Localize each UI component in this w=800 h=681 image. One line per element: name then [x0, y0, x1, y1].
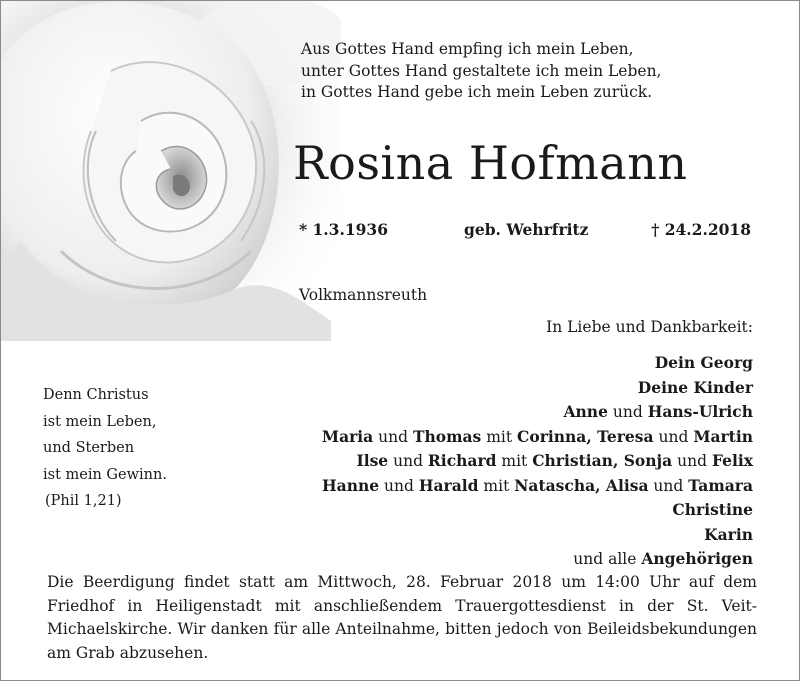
- mourner-line: [322, 547, 753, 572]
- mourner-name: Richard: [427, 451, 497, 470]
- quote-line: Denn Christus: [43, 387, 149, 403]
- deceased-name: Rosina Hofmann: [293, 136, 688, 190]
- mourner-name: Deine Kinder: [637, 377, 753, 397]
- rose-image: [1, 1, 341, 341]
- quote-line: ist mein Gewinn.: [43, 466, 167, 483]
- gratitude-line: In Liebe und Dankbarkeit:: [546, 318, 753, 336]
- mourner-line: [322, 376, 753, 401]
- mourner-name: Maria: [321, 426, 374, 446]
- mourner-line: [322, 449, 753, 474]
- mourner-name: Harald: [418, 475, 479, 495]
- connector-text: und alle: [573, 550, 642, 568]
- birth-date: * 1.3.1936: [299, 220, 389, 239]
- mourner-name: Christine: [672, 500, 753, 519]
- connector-text: und: [379, 476, 419, 495]
- quote-line: und Sterben: [43, 440, 135, 456]
- connector-text: und: [672, 452, 712, 470]
- funeral-announcement: Die Beerdigung findet statt am Mittwoch, 28. Februar 2018 um 14:00 Uhr auf dem Friedhof in Heiligenstadt mit anschließendem Trauergottesdienst in der St. Veit-Michaelskirche. Wir danken für alle Anteilnahme, bitten jedoch von Beileidsbekundungen am Grab abzusehen.: [47, 573, 757, 662]
- mourner-name: Christian, Sonja: [532, 451, 673, 470]
- mourner-name: Felix: [711, 451, 753, 470]
- mourner-line: [322, 498, 753, 523]
- connector-text: und: [388, 452, 428, 470]
- mourners-list: [322, 351, 753, 572]
- mourner-name: Ilse: [356, 451, 389, 470]
- mourner-name: Anne: [563, 402, 608, 421]
- mourner-name: Tamara: [688, 475, 753, 495]
- connector-text: mit: [496, 452, 533, 470]
- mourner-line: [322, 474, 753, 499]
- mourner-line: [322, 425, 753, 450]
- death-date: † 24.2.2018: [651, 220, 751, 239]
- mourner-name: Dein Georg: [654, 353, 753, 372]
- connector-text: und: [607, 403, 648, 421]
- mourner-line: [322, 523, 753, 548]
- verse-line: Aus Gottes Hand empfing ich mein Leben,: [301, 40, 634, 58]
- verse-line: unter Gottes Hand gestaltete ich mein Leben,: [301, 61, 662, 80]
- connector-text: und: [373, 427, 413, 446]
- quote-line: ist mein Leben,: [43, 413, 157, 430]
- connector-text: und: [648, 476, 689, 495]
- mourner-name: Hans-Ulrich: [647, 402, 753, 421]
- mourner-name: Martin: [693, 426, 753, 446]
- connector-text: und: [653, 427, 694, 446]
- verse-line: in Gottes Hand gebe ich mein Leben zurück.: [301, 83, 653, 101]
- maiden-name: geb. Wehrfritz: [464, 220, 589, 239]
- mourner-name: Hanne: [322, 475, 380, 495]
- bible-quote: [43, 382, 167, 515]
- mourner-name: Natascha, Alisa: [514, 475, 649, 495]
- mourner-name: Karin: [704, 524, 753, 544]
- mourner-name: Angehörigen: [641, 549, 753, 568]
- opening-verse: [301, 39, 661, 104]
- connector-text: mit: [478, 476, 515, 495]
- mourner-name: Corinna, Teresa: [517, 426, 654, 446]
- mourner-line: [322, 400, 753, 425]
- mourner-line: [322, 351, 753, 376]
- hometown: Volkmannsreuth: [299, 286, 428, 304]
- quote-reference: (Phil 1,21): [45, 493, 122, 509]
- connector-text: mit: [481, 427, 518, 446]
- mourner-name: Thomas: [412, 426, 482, 446]
